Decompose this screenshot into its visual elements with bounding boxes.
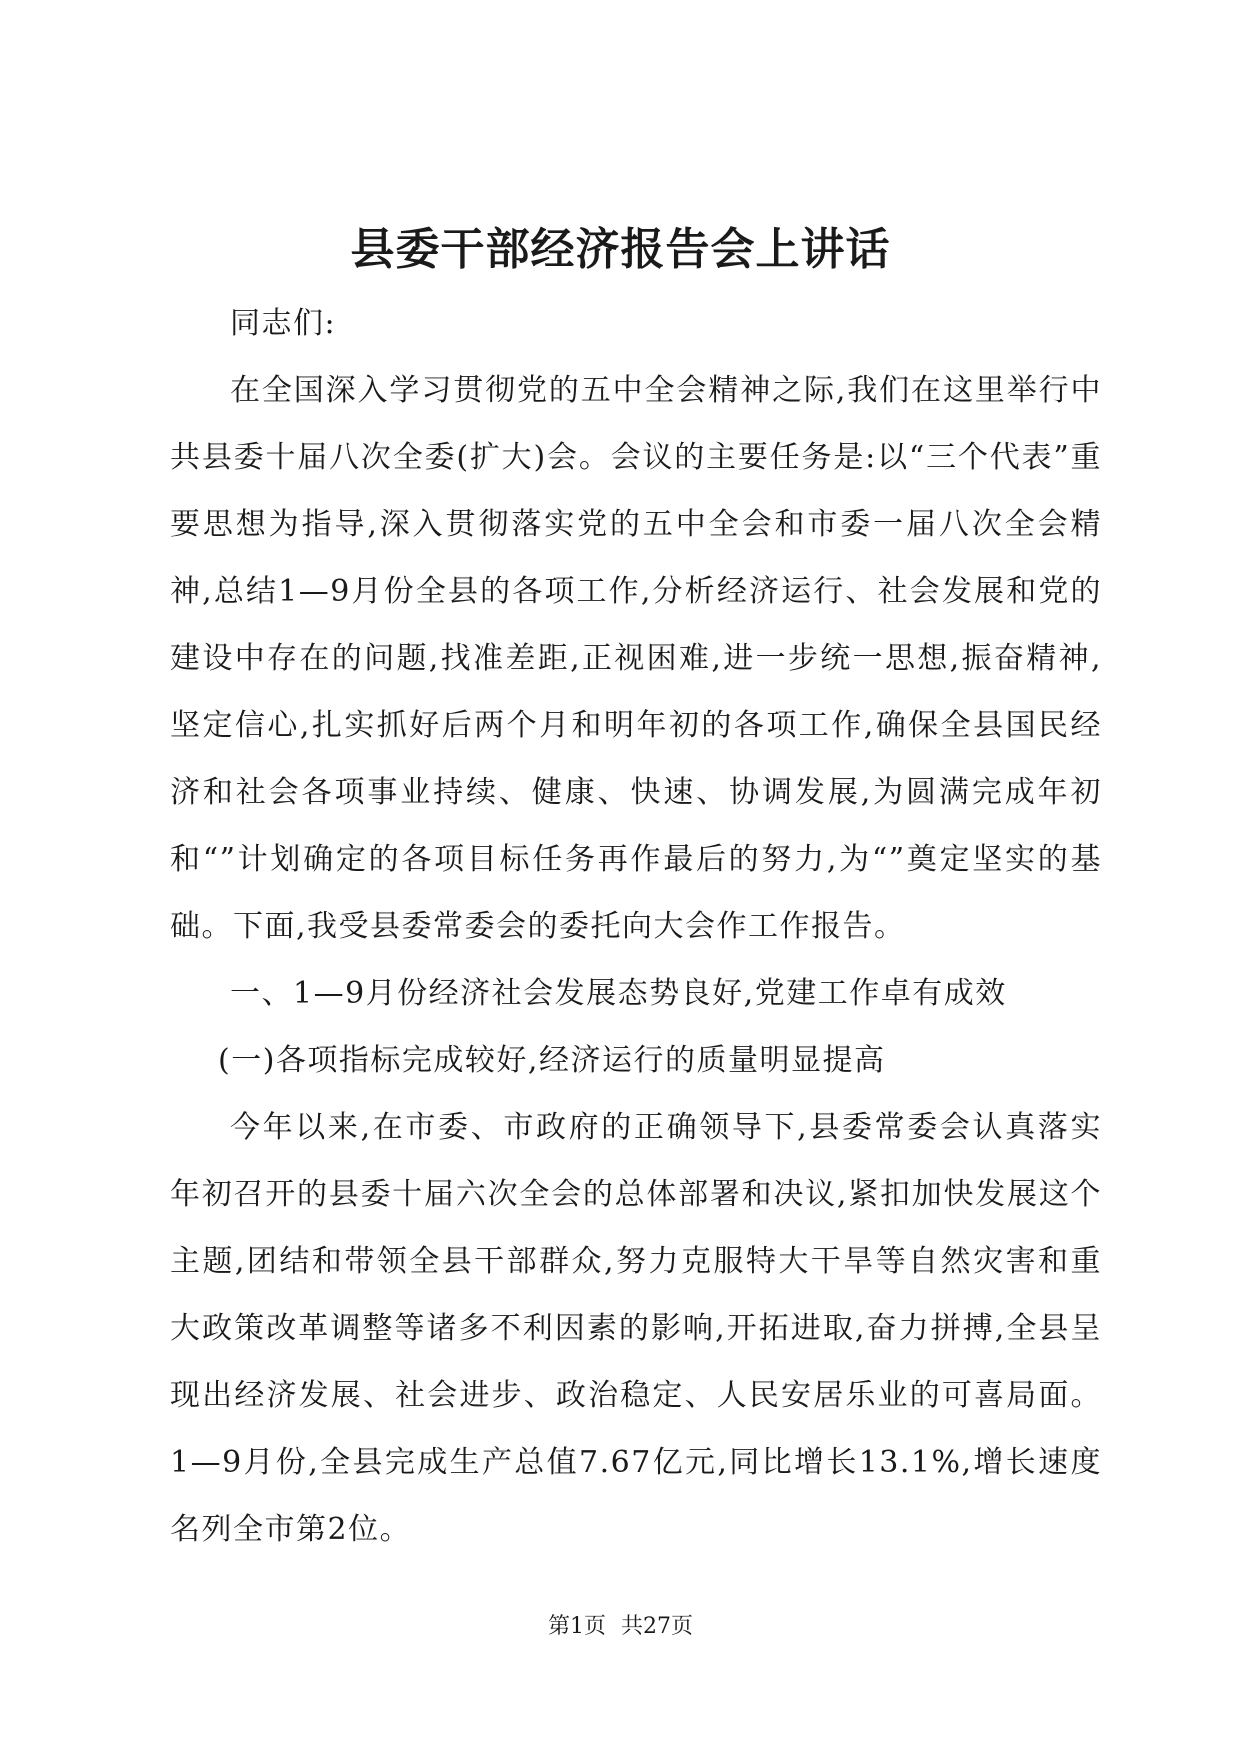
page-number-footer: 第1页 共27页 xyxy=(548,1614,693,1639)
paragraph-summary: 今年以来,在市委、市政府的正确领导下,县委常委会认真落实年初召开的县委十届六次全会的总体部署和决议,紧扣加快发展这个主题,团结和带领全县干部群众,努力克服特大干旱等自然灾害和重大政策改革调整等诸多不利因素的影响,开拓进取,奋力拼搏,全县呈现出经济发展、社会进步、政治稳定、人民安居乐业的可喜局面。1—9月份,全县完成生产总值7.67亿元,同比增长13.1%,增长速度名列全市第2位。 xyxy=(170,1110,1102,1547)
document-body xyxy=(170,290,1102,1563)
paragraph-intro: 在全国深入学习贯彻党的五中全会精神之际,我们在这里举行中共县委十届八次全委(扩大)会。会议的主要任务是:以“三个代表”重要思想为指导,深入贯彻落实党的五中全会和市委一届八次全会精神,总结1—9月份全县的各项工作,分析经济运行、社会发展和党的建设中存在的问题,找准差距,正视困难,进一步统一思想,振奋精神,坚定信心,扎实抓好后两个月和明年初的各项工作,确保全县国民经济和社会各项事业持续、健康、快速、协调发展,为圆满完成年初和“”计划确定的各项目标任务再作最后的努力,为“”奠定坚实的基础。下面,我受县委常委会的委托向大会作工作报告。 xyxy=(170,373,1102,944)
salutation: 同志们: xyxy=(230,306,337,341)
section-subheading: (一)各项指标完成较好,经济运行的质量明显提高 xyxy=(218,1043,886,1078)
document-title: 县委干部经济报告会上讲话 xyxy=(350,224,891,275)
section-heading: 一、1—9月份经济社会发展态势良好,党建工作卓有成效 xyxy=(230,976,1007,1011)
